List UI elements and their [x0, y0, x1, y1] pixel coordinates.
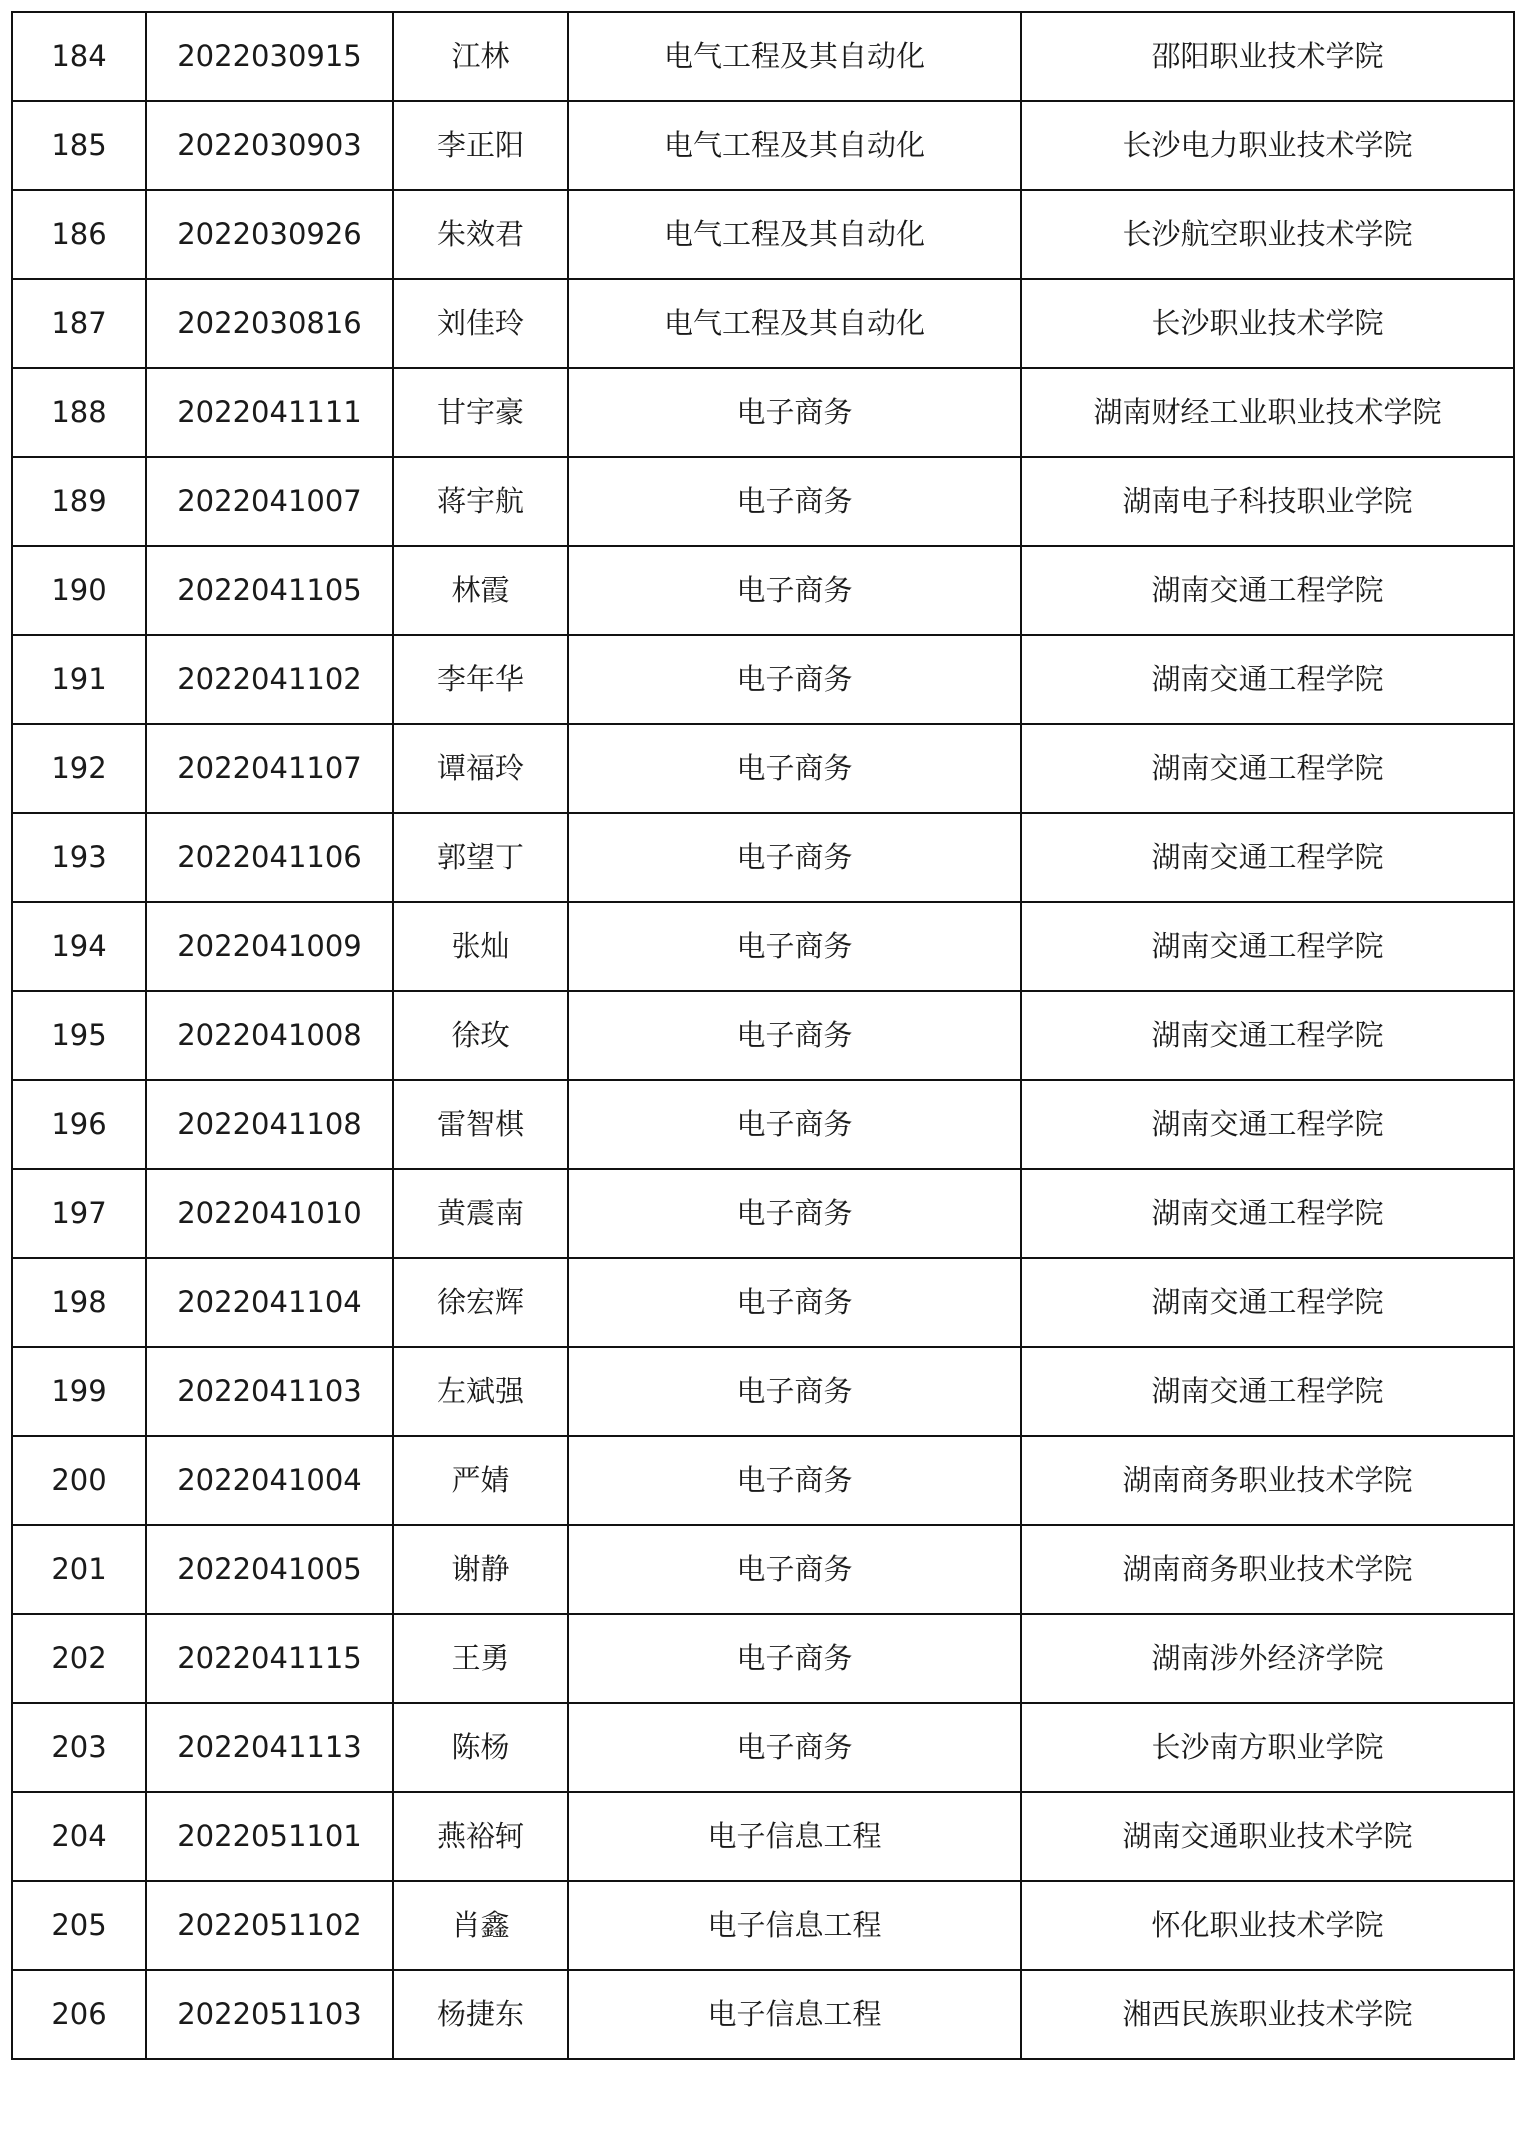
table-row: [12, 813, 1514, 902]
school-cell: 湖南交通工程学院: [1021, 1258, 1514, 1347]
table-row: [12, 1792, 1514, 1881]
id-cell: 2022041008: [146, 991, 393, 1080]
id-cell: 2022041115: [146, 1614, 393, 1703]
school-cell: 湖南交通工程学院: [1021, 1347, 1514, 1436]
school-cell: 长沙电力职业技术学院: [1021, 101, 1514, 190]
id-cell: 2022051103: [146, 1970, 393, 2059]
major-cell: 电子商务: [568, 1525, 1021, 1614]
table-row: [12, 1881, 1514, 1970]
name-cell: 谢静: [393, 1525, 568, 1614]
name-cell: 黄震南: [393, 1169, 568, 1258]
id-cell: 2022051101: [146, 1792, 393, 1881]
school-cell: 湖南交通工程学院: [1021, 546, 1514, 635]
index-cell: 186: [12, 190, 146, 279]
major-cell: 电子信息工程: [568, 1970, 1021, 2059]
index-cell: 187: [12, 279, 146, 368]
table-row: [12, 101, 1514, 190]
id-cell: 2022041113: [146, 1703, 393, 1792]
name-cell: 雷智棋: [393, 1080, 568, 1169]
table-row: [12, 12, 1514, 101]
major-cell: 电气工程及其自动化: [568, 12, 1021, 101]
roster-table-container: [11, 11, 1513, 2060]
school-cell: 湖南交通工程学院: [1021, 813, 1514, 902]
school-cell: 长沙职业技术学院: [1021, 279, 1514, 368]
major-cell: 电子商务: [568, 724, 1021, 813]
name-cell: 甘宇豪: [393, 368, 568, 457]
table-row: [12, 635, 1514, 724]
table-row: [12, 1436, 1514, 1525]
index-cell: 194: [12, 902, 146, 991]
id-cell: 2022041004: [146, 1436, 393, 1525]
major-cell: 电子商务: [568, 1080, 1021, 1169]
major-cell: 电子商务: [568, 1258, 1021, 1347]
name-cell: 朱效君: [393, 190, 568, 279]
major-cell: 电子商务: [568, 546, 1021, 635]
name-cell: 燕裕轲: [393, 1792, 568, 1881]
school-cell: 邵阳职业技术学院: [1021, 12, 1514, 101]
index-cell: 203: [12, 1703, 146, 1792]
table-row: [12, 457, 1514, 546]
id-cell: 2022041007: [146, 457, 393, 546]
school-cell: 长沙南方职业学院: [1021, 1703, 1514, 1792]
id-cell: 2022041009: [146, 902, 393, 991]
id-cell: 2022041106: [146, 813, 393, 902]
table-row: [12, 368, 1514, 457]
id-cell: 2022041108: [146, 1080, 393, 1169]
name-cell: 肖鑫: [393, 1881, 568, 1970]
id-cell: 2022041005: [146, 1525, 393, 1614]
school-cell: 湖南财经工业职业技术学院: [1021, 368, 1514, 457]
major-cell: 电子信息工程: [568, 1881, 1021, 1970]
name-cell: 郭望丁: [393, 813, 568, 902]
major-cell: 电子商务: [568, 1614, 1021, 1703]
index-cell: 195: [12, 991, 146, 1080]
name-cell: 严婧: [393, 1436, 568, 1525]
major-cell: 电子商务: [568, 1169, 1021, 1258]
table-row: [12, 991, 1514, 1080]
table-row: [12, 724, 1514, 813]
table-row: [12, 1169, 1514, 1258]
school-cell: 湖南商务职业技术学院: [1021, 1525, 1514, 1614]
school-cell: 湖南交通工程学院: [1021, 1080, 1514, 1169]
major-cell: 电子商务: [568, 813, 1021, 902]
table-row: [12, 546, 1514, 635]
school-cell: 湖南交通工程学院: [1021, 1169, 1514, 1258]
major-cell: 电子商务: [568, 457, 1021, 546]
table-row: [12, 1258, 1514, 1347]
school-cell: 湘西民族职业技术学院: [1021, 1970, 1514, 2059]
name-cell: 谭福玲: [393, 724, 568, 813]
table-row: [12, 1347, 1514, 1436]
index-cell: 185: [12, 101, 146, 190]
index-cell: 200: [12, 1436, 146, 1525]
id-cell: 2022041103: [146, 1347, 393, 1436]
name-cell: 徐玫: [393, 991, 568, 1080]
table-row: [12, 1970, 1514, 2059]
name-cell: 杨捷东: [393, 1970, 568, 2059]
index-cell: 189: [12, 457, 146, 546]
name-cell: 李正阳: [393, 101, 568, 190]
index-cell: 199: [12, 1347, 146, 1436]
index-cell: 198: [12, 1258, 146, 1347]
id-cell: 2022030926: [146, 190, 393, 279]
roster-table-body: [12, 12, 1514, 2059]
name-cell: 左斌强: [393, 1347, 568, 1436]
major-cell: 电子商务: [568, 368, 1021, 457]
table-row: [12, 1614, 1514, 1703]
school-cell: 长沙航空职业技术学院: [1021, 190, 1514, 279]
table-row: [12, 1080, 1514, 1169]
index-cell: 192: [12, 724, 146, 813]
school-cell: 湖南电子科技职业学院: [1021, 457, 1514, 546]
id-cell: 2022041104: [146, 1258, 393, 1347]
major-cell: 电气工程及其自动化: [568, 101, 1021, 190]
school-cell: 湖南交通工程学院: [1021, 902, 1514, 991]
id-cell: 2022041102: [146, 635, 393, 724]
id-cell: 2022030915: [146, 12, 393, 101]
school-cell: 湖南交通工程学院: [1021, 991, 1514, 1080]
major-cell: 电子商务: [568, 1703, 1021, 1792]
id-cell: 2022051102: [146, 1881, 393, 1970]
index-cell: 206: [12, 1970, 146, 2059]
table-row: [12, 279, 1514, 368]
index-cell: 184: [12, 12, 146, 101]
major-cell: 电子商务: [568, 991, 1021, 1080]
school-cell: 湖南交通工程学院: [1021, 635, 1514, 724]
major-cell: 电子信息工程: [568, 1792, 1021, 1881]
index-cell: 188: [12, 368, 146, 457]
name-cell: 江林: [393, 12, 568, 101]
index-cell: 201: [12, 1525, 146, 1614]
index-cell: 204: [12, 1792, 146, 1881]
name-cell: 张灿: [393, 902, 568, 991]
table-row: [12, 190, 1514, 279]
id-cell: 2022041111: [146, 368, 393, 457]
index-cell: 190: [12, 546, 146, 635]
major-cell: 电子商务: [568, 902, 1021, 991]
table-row: [12, 1703, 1514, 1792]
school-cell: 湖南涉外经济学院: [1021, 1614, 1514, 1703]
major-cell: 电气工程及其自动化: [568, 190, 1021, 279]
major-cell: 电子商务: [568, 1347, 1021, 1436]
table-row: [12, 902, 1514, 991]
index-cell: 193: [12, 813, 146, 902]
major-cell: 电气工程及其自动化: [568, 279, 1021, 368]
school-cell: 湖南交通职业技术学院: [1021, 1792, 1514, 1881]
id-cell: 2022041107: [146, 724, 393, 813]
name-cell: 陈杨: [393, 1703, 568, 1792]
id-cell: 2022030903: [146, 101, 393, 190]
index-cell: 191: [12, 635, 146, 724]
major-cell: 电子商务: [568, 635, 1021, 724]
school-cell: 怀化职业技术学院: [1021, 1881, 1514, 1970]
major-cell: 电子商务: [568, 1436, 1021, 1525]
name-cell: 蒋宇航: [393, 457, 568, 546]
index-cell: 202: [12, 1614, 146, 1703]
name-cell: 林霞: [393, 546, 568, 635]
index-cell: 205: [12, 1881, 146, 1970]
roster-table: [11, 11, 1515, 2060]
school-cell: 湖南商务职业技术学院: [1021, 1436, 1514, 1525]
name-cell: 徐宏辉: [393, 1258, 568, 1347]
school-cell: 湖南交通工程学院: [1021, 724, 1514, 813]
index-cell: 197: [12, 1169, 146, 1258]
index-cell: 196: [12, 1080, 146, 1169]
id-cell: 2022041105: [146, 546, 393, 635]
name-cell: 李年华: [393, 635, 568, 724]
id-cell: 2022041010: [146, 1169, 393, 1258]
name-cell: 刘佳玲: [393, 279, 568, 368]
id-cell: 2022030816: [146, 279, 393, 368]
name-cell: 王勇: [393, 1614, 568, 1703]
table-row: [12, 1525, 1514, 1614]
